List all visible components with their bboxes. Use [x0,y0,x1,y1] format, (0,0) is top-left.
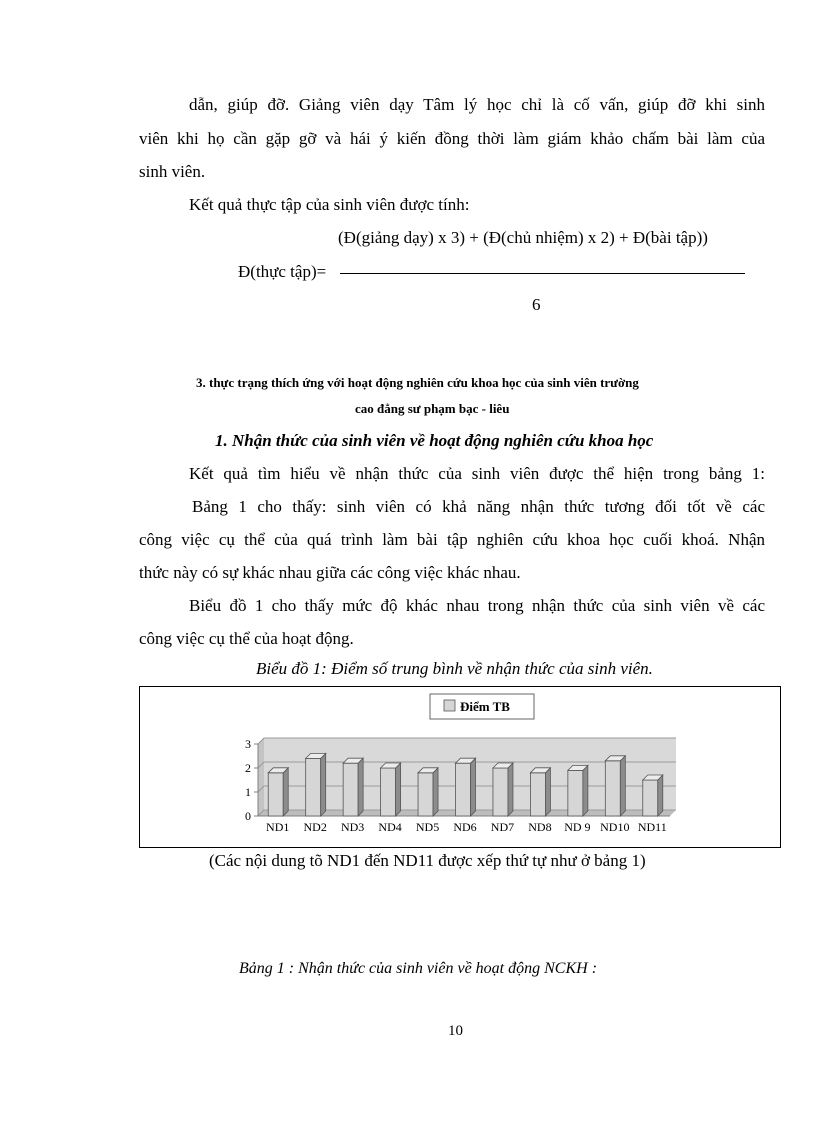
y-tick-label: 0 [245,809,251,823]
bar [306,753,326,816]
formula-denominator: 6 [532,295,541,314]
fraction-line [340,273,745,274]
side-wall [258,738,264,816]
chart-caption: Biểu đồ 1: Điểm số trung bình về nhận thức của sinh viên. [256,659,653,678]
x-tick-label: ND8 [528,820,552,834]
paragraph-line: Biểu đồ 1 cho thấy mức độ khác nhau trong nhận thức của sinh viên về các [189,596,765,615]
bar-side [508,763,513,816]
bar [381,763,401,816]
paragraph-line: dẫn, giúp đỡ. Giảng viên dạy Tâm lý học chỉ là cố vấn, giúp đỡ khi sinh [189,95,765,114]
x-tick-label: ND2 [303,820,327,834]
bar [530,768,550,816]
formula-numerator: (Đ(giảng dạy) x 3) + (Đ(chủ nhiệm) x 2) + Đ(bài tập)) [338,228,708,247]
page-number: 10 [448,1023,463,1039]
paragraph-line: Bảng 1 cho thấy: sinh viên có khả năng nhận thức tương đối tốt về các [192,497,765,516]
result-intro: Kết quả thực tập của sinh viên được tính: [189,195,470,214]
bar-front [456,763,471,816]
bar [605,756,625,816]
bar-side [620,756,625,816]
legend-label: Điểm TB [460,699,510,714]
formula-lhs: Đ(thực tập)= [238,262,327,281]
x-tick-label: ND3 [340,820,365,834]
bar-front [643,780,658,816]
bar [343,758,363,816]
legend-swatch [444,700,455,711]
chart-legend [430,694,534,719]
bar-front [268,773,283,816]
chart-note: (Các nội dung tõ ND1 đến ND11 được xếp thứ tự như ở bảng 1) [209,851,646,870]
x-tick-label: ND1 [266,820,290,834]
x-tick-label: ND 9 [564,820,591,834]
bar-front [605,761,620,816]
subsection-heading: 1. Nhận thức của sinh viên về hoạt động nghiên cứu khoa học [215,431,654,450]
table-caption: Bảng 1 : Nhận thức của sinh viên về hoạt động NCKH : [239,960,598,977]
paragraph-line: Kết quả tìm hiểu về nhận thức của sinh viên được thể hiện trong bảng 1: [189,464,765,483]
bar [456,758,476,816]
bar-side [321,753,326,816]
bar-front [343,763,358,816]
section-heading-line2: cao đẳng sư phạm bạc - liêu [355,401,510,416]
bar [268,768,288,816]
x-tick-label: ND10 [600,820,630,834]
bar [493,763,513,816]
bar-front [381,768,396,816]
bar-side [433,768,438,816]
x-tick-label: ND6 [453,820,477,834]
x-tick-label: ND4 [378,820,402,834]
bar-side [658,775,663,816]
bar-side [283,768,288,816]
bar-side [545,768,550,816]
section-heading-line1: 3. thực trạng thích ứng với hoạt động nghiên cứu khoa học của sinh viên trường [196,375,639,390]
bar-front [493,768,508,816]
bar-side [583,765,588,816]
paragraph-line: thức này có sự khác nhau giữa các công việc khác nhau. [139,563,521,582]
bar-front [306,758,321,816]
bar-front [530,773,545,816]
chart-frame [139,686,781,848]
bar-side [396,763,401,816]
x-tick-label: ND11 [637,820,667,834]
y-tick-label: 2 [245,761,251,775]
paragraph-line: công việc cụ thể của quá trình làm bài tập nghiên cứu khoa học cuối khoá. Nhận [139,530,765,549]
chart-y-ticks [245,737,251,823]
bar [643,775,663,816]
paragraph-line: công việc cụ thể của hoạt động. [139,629,354,648]
bar-front [418,773,433,816]
paragraph-line: sinh viên. [139,162,206,181]
bar [568,765,588,816]
y-tick-label: 1 [245,785,251,799]
bar-side [358,758,363,816]
bar [418,768,438,816]
bar-chart [140,687,780,847]
x-tick-label: ND5 [415,820,440,834]
x-tick-label: ND7 [490,820,515,834]
paragraph-line: viên khi họ cần gặp gỡ và hái ý kiến đồng thời làm giám khảo chấm bài làm của [139,129,765,148]
bar-front [568,770,583,816]
chart-x-ticks [266,820,667,834]
y-tick-label: 3 [245,737,251,751]
bar-side [471,758,476,816]
